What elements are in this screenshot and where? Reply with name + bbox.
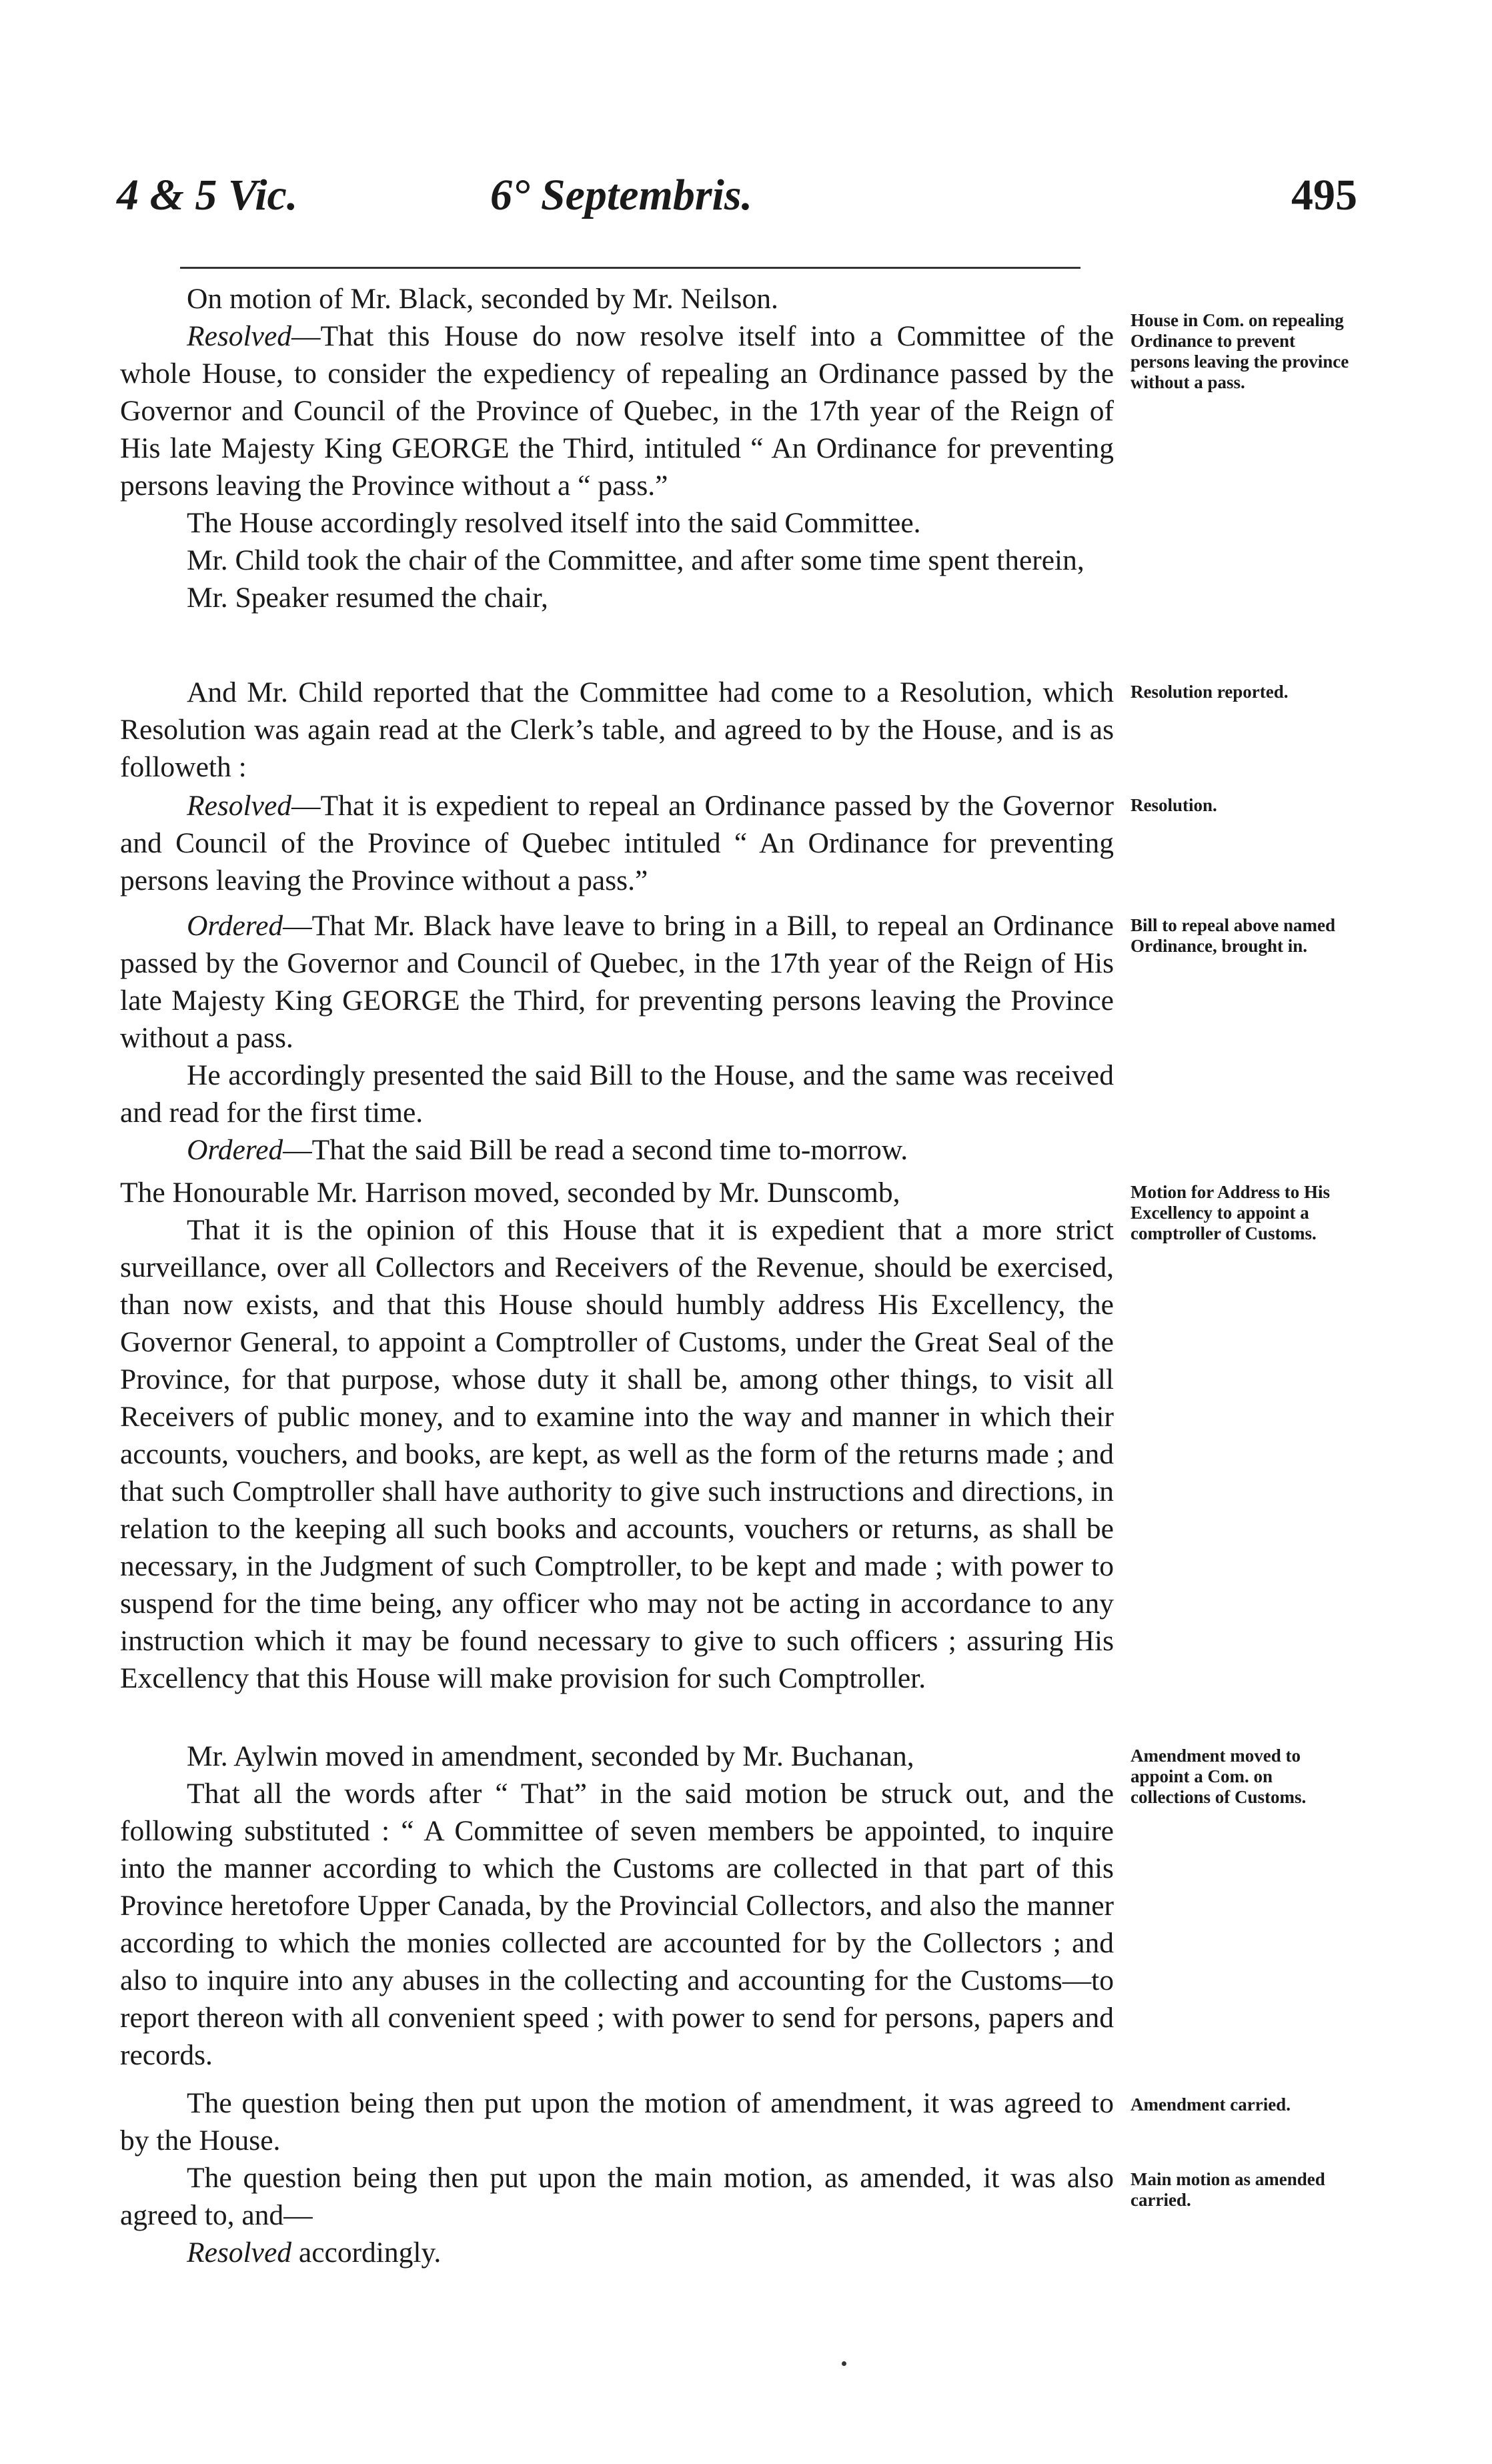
paragraph-italic-lead: Resolved <box>187 320 292 352</box>
paragraph-italic-lead: Resolved <box>187 790 292 822</box>
paragraph-text: —That this House do now resolve itself into a Committee of the whole House, to consider the expediency of repealing an Ordinance passed by the Governor and Council of the Province of Quebec, in the 17th year of the Reign of His late Majesty King GEORGE the Third, intituled “ An Ordinance for preventing persons leaving the Province without a “ pass.” <box>120 320 1114 502</box>
paragraph <box>120 787 1114 899</box>
paragraph <box>120 504 1114 542</box>
page-number: 495 <box>1291 171 1357 219</box>
paragraph-italic-lead: Ordered <box>187 1134 283 1166</box>
entry-bill-repeal <box>120 907 1114 1169</box>
margin-note: Bill to repeal above named Ordinance, brought in. <box>1131 915 1335 956</box>
paragraph-text: The question being then put upon the motion of amendment, it was agreed to by the House. <box>120 2087 1114 2157</box>
paragraph-text: That it is the opinion of this House that it is expedient that a more strict surveillance, over all Collectors and Receivers of the Revenue, should be exercised, than now exists, and that this House should humbly address His Excellency, the Governor General, to appoint a Comptroller of Customs, under the Great Seal of the Province, for that purpose, whose duty it shall be, among other things, to visit all Receivers of public money, and to examine into the way and manner in which their accounts, vouchers, and books, are kept, as well as the form of the returns made ; and that such Comptroller shall have authority to give such instructions and directions, in relation to the keeping all such books and accounts, vouchers or returns, as shall be necessary, in the Judgment of such Comptroller, to be kept and made ; with power to suspend for the time being, any officer who may not be acting in accordance to any instruction which it may be found necessary to give to such officers ; assuring His Excellency that this House will make provision for such Comptroller. <box>120 1214 1114 1694</box>
entry-resolution <box>120 787 1114 899</box>
paragraph-text: He accordingly presented the said Bill to the House, and the same was received and read for the first time. <box>120 1059 1114 1129</box>
margin-note: Amendment moved to appoint a Com. on collections of Customs. <box>1131 1746 1307 1807</box>
margin-note: Main motion as amended carried. <box>1131 2169 1325 2210</box>
paragraph-text: The Honourable Mr. Harrison moved, seconded by Mr. Dunscomb, <box>120 1177 900 1209</box>
paragraph <box>120 542 1114 579</box>
paragraph <box>120 1057 1114 1131</box>
page-header <box>117 170 1357 230</box>
paragraph-text: And Mr. Child reported that the Committee had come to a Resolution, which Resolution was again read at the Clerk’s table, and agreed to by the House, and is as followeth : <box>120 676 1114 783</box>
entry-black-motion <box>120 280 1114 616</box>
paragraph-text: accordingly. <box>291 2237 442 2269</box>
paragraph-text: —That it is expedient to repeal an Ordinance passed by the Governor and Council of the Province of Quebec intituled “ An Ordinance for preventing persons leaving the Province without a pass.” <box>120 790 1114 896</box>
paragraph-text: —That the said Bill be read a second time to-morrow. <box>283 1134 908 1166</box>
paragraph <box>120 579 1114 616</box>
paragraph <box>120 1131 1114 1169</box>
entry-amendment-carried <box>120 2084 1114 2159</box>
paragraph-italic-lead: Resolved <box>187 2237 292 2269</box>
entry-main-motion <box>120 2159 1114 2271</box>
paragraph <box>120 1174 1114 1211</box>
paragraph <box>120 1775 1114 2074</box>
session-date: 6° Septembris. <box>490 171 753 219</box>
paragraph-text: The House accordingly resolved itself into the said Committee. <box>187 507 921 539</box>
paragraph <box>120 2084 1114 2159</box>
entry-resolution-reported <box>120 674 1114 786</box>
paragraph <box>120 674 1114 786</box>
paragraph <box>120 318 1114 504</box>
header-rule <box>180 267 1080 269</box>
margin-note: Amendment carried. <box>1131 2094 1291 2114</box>
paragraph-italic-lead: Ordered <box>187 910 283 942</box>
margin-note: Resolution reported. <box>1131 682 1289 702</box>
paragraph <box>120 2234 1114 2271</box>
paragraph <box>120 1738 1114 1775</box>
paragraph <box>120 2159 1114 2234</box>
paragraph-text: On motion of Mr. Black, seconded by Mr. Neilson. <box>187 283 778 315</box>
paragraph-text: Mr. Aylwin moved in amendment, seconded by Mr. Buchanan, <box>187 1740 914 1772</box>
margin-note: House in Com. on repealing Ordinance to prevent persons leaving the province without a pass. <box>1131 310 1349 392</box>
paragraph <box>120 907 1114 1057</box>
margin-note: Resolution. <box>1131 795 1217 815</box>
paragraph-text: That all the words after “ That” in the said motion be struck out, and the following substituted : “ A Committee of seven members be appointed, to inquire into the manner according to which the Customs are collected in that part of this Province heretofore Upper Canada, by the Provincial Collectors, and also the manner according to which the monies collected are accounted for by the Collectors ; and also to inquire into any abuses in the collecting and accounting for the Customs—to report thereon with all convenient speed ; with power to send for persons, papers and records. <box>120 1778 1114 2071</box>
paragraph-text: Mr. Child took the chair of the Committee, and after some time spent therein, <box>187 544 1084 576</box>
paragraph-text: —That Mr. Black have leave to bring in a Bill, to repeal an Ordinance passed by the Governor and Council of Quebec, in the 17th year of the Reign of His late Majesty King GEORGE the Third, for preventing persons leaving the Province without a pass. <box>120 910 1114 1054</box>
paragraph <box>120 1211 1114 1697</box>
paragraph-text: The question being then put upon the main motion, as amended, it was also agreed to, and— <box>120 2162 1114 2231</box>
paragraph <box>120 280 1114 318</box>
paragraph-text: Mr. Speaker resumed the chair, <box>187 582 548 614</box>
entry-harrison-motion <box>120 1174 1114 1697</box>
stray-ink-mark <box>842 2361 846 2366</box>
margin-note: Motion for Address to His Excellency to appoint a comptroller of Customs. <box>1131 1182 1331 1243</box>
entry-aylwin-amendment <box>120 1738 1114 2074</box>
regnal-year: 4 & 5 Vic. <box>117 171 298 219</box>
